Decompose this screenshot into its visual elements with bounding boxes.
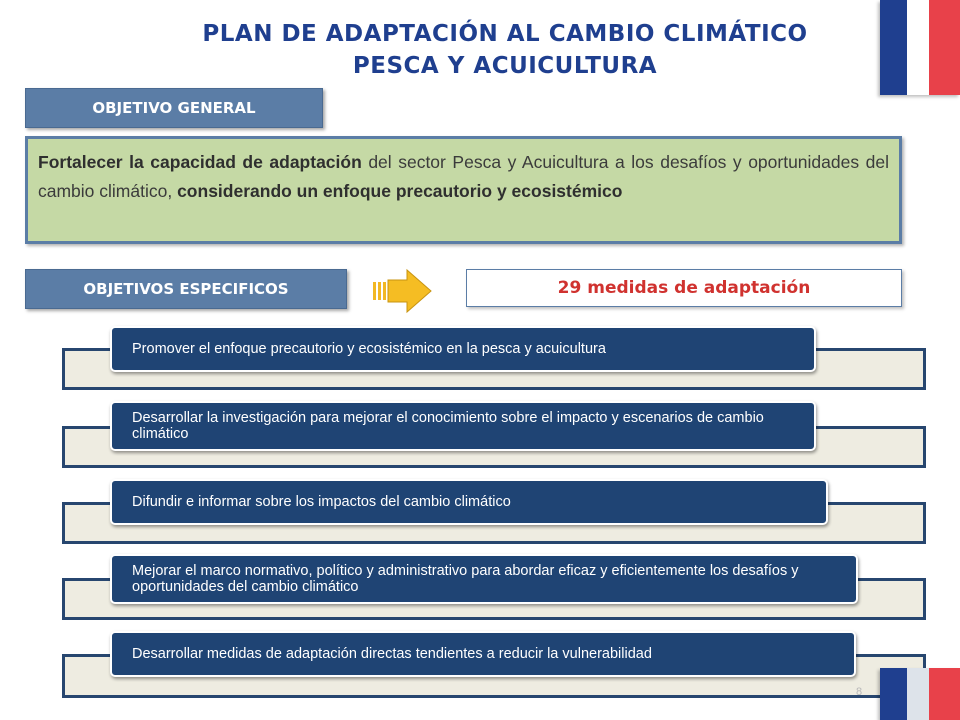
medidas-count-box: 29 medidas de adaptación <box>466 269 902 307</box>
flag-logo-bottom <box>880 668 960 720</box>
list-item-text-3: Difundir e informar sobre los impactos del cambio climático <box>132 494 511 510</box>
objetivo-general-text <box>25 136 902 244</box>
title-line-1: PLAN DE ADAPTACIÓN AL CAMBIO CLIMÁTICO <box>202 21 808 47</box>
list-item-text-1: Promover el enfoque precautorio y ecosistémico en la pesca y acuicultura <box>132 341 606 357</box>
list-item-text-2: Desarrollar la investigación para mejorar el conocimiento sobre el impacto y escenarios de cambio climático <box>132 410 764 442</box>
list-item <box>110 326 816 372</box>
list-item-text-5: Desarrollar medidas de adaptación directas tendientes a reducir la vulnerabilidad <box>132 646 652 662</box>
arrow-right-icon <box>373 268 433 314</box>
list-item <box>110 631 856 677</box>
list-item <box>110 479 828 525</box>
title-line-2: PESCA Y ACUICULTURA <box>352 53 658 79</box>
list-item <box>110 554 858 604</box>
list-item-text-4: Mejorar el marco normativo, político y administrativo para abordar eficaz y eficientemente los desafíos y oportunidades del cambio climático <box>132 563 799 595</box>
page-number: 8 <box>856 686 863 698</box>
general-text-bold-1: Fortalecer la capacidad de adaptación <box>38 152 362 172</box>
general-text-regular: del sector Pesca y Acuicultura a los desafíos y oportunidades del cambio climático, <box>38 152 890 201</box>
flag-logo-top <box>880 0 960 95</box>
list-item <box>110 401 816 451</box>
objetivo-general-label: OBJETIVO GENERAL <box>25 88 323 128</box>
general-text-bold-2: considerando un enfoque precautorio y ecosistémico <box>177 181 623 201</box>
objetivos-especificos-label: OBJETIVOS ESPECIFICOS <box>25 269 347 309</box>
page-title <box>140 18 870 82</box>
